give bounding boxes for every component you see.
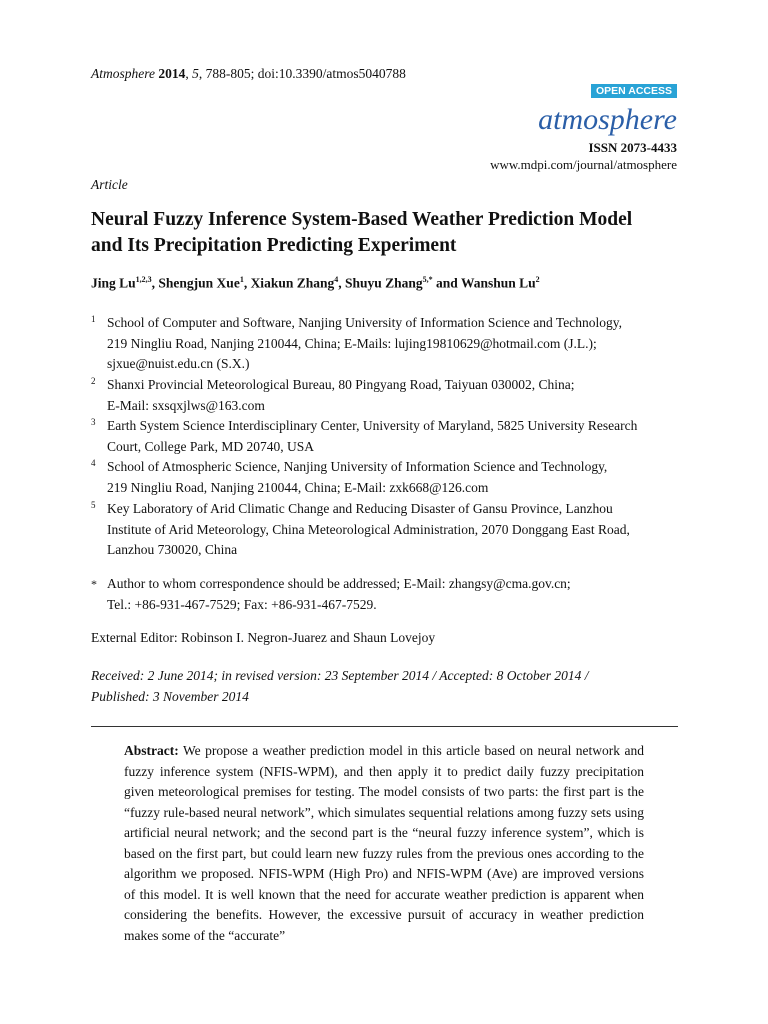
author: Jing Lu	[91, 275, 136, 291]
open-access-badge: OPEN ACCESS	[591, 84, 677, 98]
external-editor: External Editor: Robinson I. Negron-Juarez and Shaun Lovejoy	[91, 630, 436, 645]
corresponding-mark: *	[428, 275, 433, 284]
citation-year: 2014	[158, 66, 186, 81]
author: Shengjun Xue	[158, 275, 240, 291]
dates-line-2: Published: 3 November 2014	[91, 689, 249, 704]
author: Xiakun Zhang	[250, 275, 335, 291]
correspondence-note: * Author to whom correspondence should be addressed; E-Mail: zhangsy@cma.gov.cn; Tel.: +86-931-467-7529; Fax: +86-931-467-7529.	[91, 576, 571, 612]
author-list: Jing Lu$^{1,2,3}$, Shengjun Xue$^1$, Xiakun Zhang$^4$, Shuyu Zhang$^{5,*}$ and Wanshun Lu$^2$	[91, 275, 540, 291]
citation-pages-doi: , 788-805; doi:10.3390/atmos5040788	[198, 66, 406, 81]
affiliation-number: 5	[91, 500, 96, 510]
affiliation-number: 4	[91, 458, 96, 468]
journal-logo: atmosphere	[538, 103, 677, 136]
publication-dates	[91, 665, 651, 707]
affiliation-1: 1 School of Computer and Software, Nanjing University of Information Science and Technology, 219 Ningliu Road, Nanjing 210044, China; E-Mails: lujing19810629@hotmail.com (J.L.); sjxue@nuist.edu.cn (S.X.)	[91, 313, 691, 375]
citation-volume: 5	[192, 66, 199, 81]
corresponding-mark: *	[91, 577, 97, 591]
author: Shuyu Zhang	[344, 275, 423, 291]
abstract	[124, 741, 644, 946]
article-type: Article	[91, 177, 128, 192]
author-affil: 4	[334, 275, 339, 284]
affiliation-5: 5 Key Laboratory of Arid Climatic Change and Reducing Disaster of Gansu Province, Lanzhou Institute of Arid Meteorology, China Meteorological Administration, 2070 Donggang East Road, Lanzhou 730020, China	[91, 499, 691, 561]
affiliation-3: 3 Earth System Science Interdisciplinary Center, University of Maryland, 5825 University Research Court, College Park, MD 20740, USA	[91, 416, 691, 457]
divider	[91, 726, 678, 727]
author: Wanshun Lu	[460, 275, 536, 291]
author-affil: 1,2,3	[135, 275, 152, 284]
affiliation-4: 4 School of Atmospheric Science, Nanjing University of Information Science and Technology, 219 Ningliu Road, Nanjing 210044, China; E-Mail: zxk668@126.com	[91, 457, 691, 498]
author-affil: 2	[535, 275, 540, 284]
dates-line-1: Received: 2 June 2014; in revised version: 23 September 2014 / Accepted: 8 October 2014 /	[91, 668, 589, 683]
issn: ISSN 2073-4433	[588, 140, 677, 155]
affiliation-2: 2 Shanxi Provincial Meteorological Bureau, 80 Pingyang Road, Taiyuan 030002, China; E-Mail: sxsqxjlws@163.com	[91, 375, 691, 416]
abstract-text: We propose a weather prediction model in this article based on neural network and fuzzy inference system (NFIS-WPM), and then apply it to predict daily fuzzy precipitation given meteorological premises for testing. The model consists of two parts: the first part is the “fuzzy rule-based neural network”, which simulates sequential relations among fuzzy sets using artificial neural network; and the second part is the “neural fuzzy inference system”, which is based on the first part, but could learn new fuzzy rules from the previous ones according to the algorithm we proposed. NFIS-WPM (High Pro) and NFIS-WPM (Ave) are improved versions of this model. It is well known that the need for accurate weather prediction is apparent when considering the benefits. However, the excessive pursuit of accuracy in weather prediction makes some of the “accurate”	[124, 743, 644, 943]
citation-journal: Atmosphere	[91, 66, 155, 81]
affiliation-number: 1	[91, 314, 96, 324]
author-affil: 5,*	[422, 275, 433, 284]
author-affil: 1	[239, 275, 244, 284]
abstract-label: Abstract:	[124, 743, 179, 758]
paper-title: Neural Fuzzy Inference System-Based Weather Prediction Model and Its Precipitation Predicting Experiment	[91, 209, 633, 256]
affiliation-number: 2	[91, 376, 96, 386]
affiliation-number: 3	[91, 417, 96, 427]
journal-url[interactable]: www.mdpi.com/journal/atmosphere	[490, 157, 677, 172]
citation-line: Atmosphere 2014, 5, 788-805; doi:10.3390/atmos5040788	[91, 66, 406, 81]
